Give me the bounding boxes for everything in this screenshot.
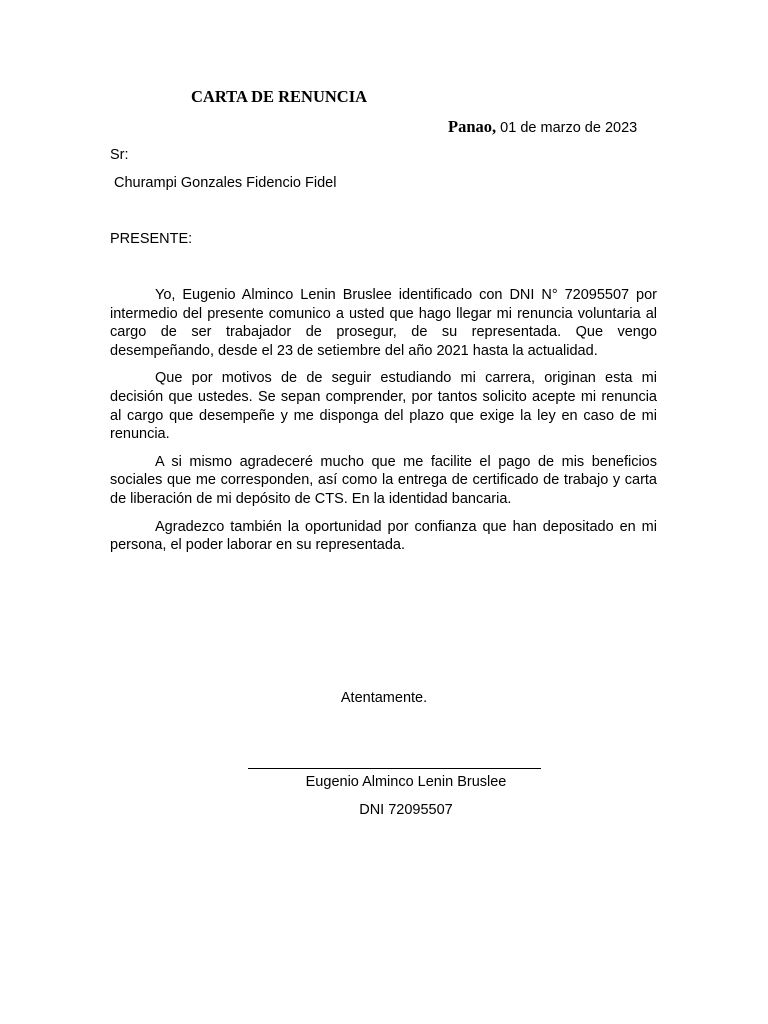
- letter-date: 01 de marzo de 2023: [500, 120, 638, 136]
- body-paragraph: Agradezco también la oportunidad por confianza que han depositado en mi persona, el poder laborar en su representada.: [110, 518, 657, 554]
- recipient-name: Churampi Gonzales Fidencio Fidel: [114, 175, 337, 191]
- closing-container: [0, 690, 768, 706]
- signature-line: [248, 768, 541, 769]
- signature-dni: DNI 72095507: [359, 802, 453, 818]
- salutation: Sr:: [110, 147, 129, 163]
- body-paragraph: Que por motivos de de seguir estudiando mi carrera, originan esta mi decisión que ustedes. Se sepan comprender, por tantos solicito acepte mi renuncia al cargo que desempeñe y me disponga del plazo que exige la ley en caso de mi renuncia.: [110, 370, 657, 443]
- letter-title: CARTA DE RENUNCIA: [191, 87, 368, 106]
- presente-label: PRESENTE:: [110, 231, 193, 247]
- dateline: [448, 117, 637, 137]
- signature-name: Eugenio Alminco Lenin Bruslee: [305, 774, 507, 790]
- letter-body: [110, 286, 657, 564]
- closing-text: Atentamente.: [340, 690, 428, 706]
- body-paragraph: Yo, Eugenio Alminco Lenin Bruslee identificado con DNI N° 72095507 por intermedio del presente comunico a usted que hago llegar mi renuncia voluntaria al cargo de ser trabajador de prosegur, de su representada. Que vengo desempeñando, desde el 23 de setiembre del año 2021 hasta la actualidad.: [110, 287, 657, 359]
- place-name: Panao,: [448, 117, 497, 136]
- body-paragraph: A si mismo agradeceré mucho que me facilite el pago de mis beneficios sociales que me corresponden, así como la entrega de certificado de trabajo y carta de liberación de mi depósito de CTS. En la identidad bancaria.: [110, 453, 657, 507]
